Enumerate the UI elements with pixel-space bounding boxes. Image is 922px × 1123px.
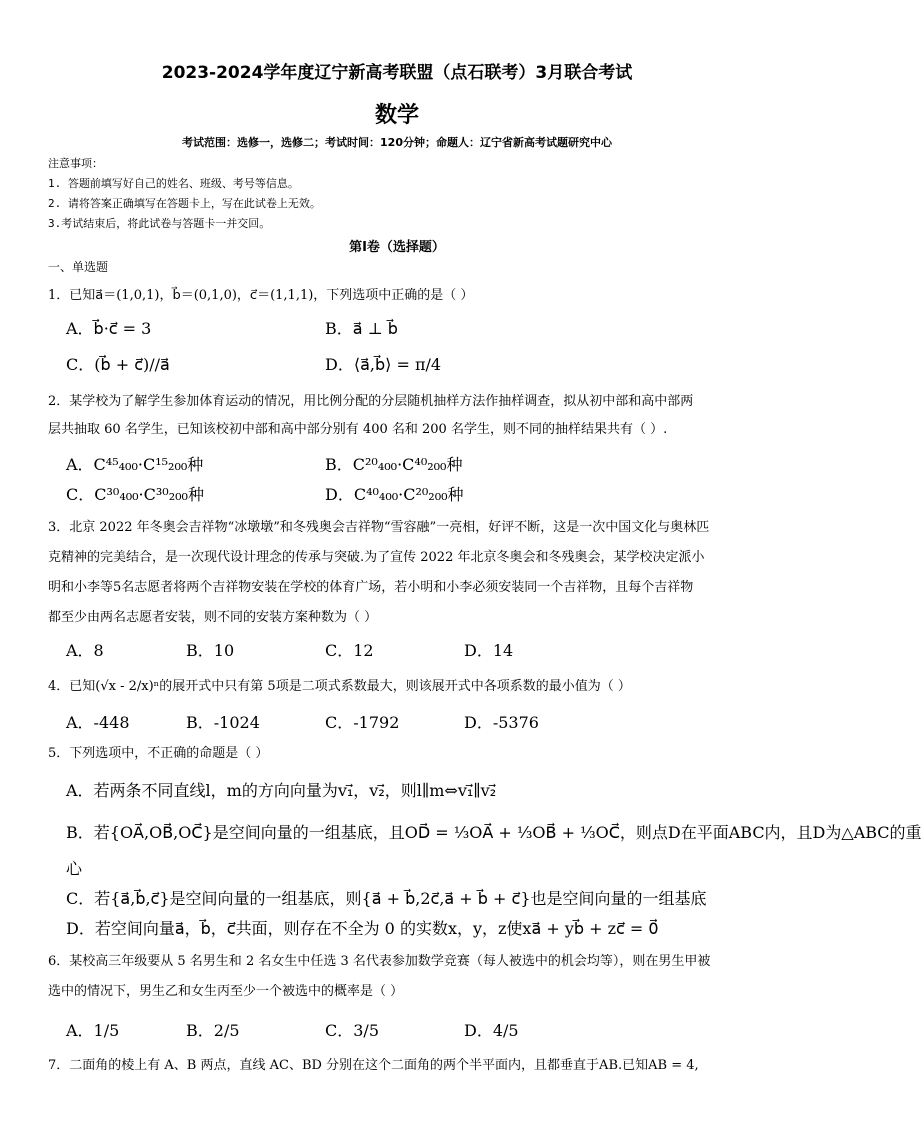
question-2-option-b: B．C²⁰₄₀₀·C⁴⁰₂₀₀种 (325, 455, 463, 474)
section-title: 第Ⅰ卷（选择题） (349, 240, 445, 255)
question-3-option-c: C．12 (325, 641, 374, 660)
question-4-option-c: C．-1792 (325, 713, 400, 732)
question-1-option-b: B．a⃗ ⊥ b⃗ (325, 319, 398, 338)
question-2-stem-line: 2．某学校为了解学生参加体育运动的情况，用比例分配的分层随机抽样方法作抽样调查，拟从初中部和高中部两 (48, 394, 694, 409)
question-2-option-c: C．C³⁰₄₀₀·C³⁰₂₀₀种 (66, 485, 204, 504)
question-1-option-d: D．⟨a⃗,b⃗⟩ = π/4 (325, 355, 442, 374)
question-2-option-d: D．C⁴⁰₄₀₀·C²⁰₂₀₀种 (325, 485, 464, 504)
exam-meta: 考试范围：选修一，选修二；考试时间：120分钟；命题人：辽宁省新高考试题研究中心 (182, 136, 612, 149)
notes-block (48, 154, 321, 234)
question-4-option-d: D．-5376 (464, 713, 539, 732)
subject-title: 数学 (374, 103, 419, 128)
exam-title: 2023-2024学年度辽宁新高考联盟（点石联考）3月联合考试 (161, 63, 633, 83)
question-3-stem-line: 3．北京 2022 年冬奥会吉祥物“冰墩墩”和冬残奥会吉祥物“雪容融”一亮相，好评不断，这是一次中国文化与奥林匹 (48, 520, 710, 535)
question-7-stem: 7．二面角的棱上有 A、B 两点，直线 AC、BD 分别在这个二面角的两个半平面内，且都垂直于AB.已知AB = 4, (48, 1058, 699, 1073)
question-1-stem: 1．已知a⃗＝(1,0,1)，b⃗＝(0,1,0)，c⃗＝(1,1,1)，下列选项中正确的是（ ） (48, 288, 474, 303)
note-item: 2. 请将答案正确填写在答题卡上，写在此试卷上无效。 (48, 197, 321, 210)
question-2-option-a: A．C⁴⁵₄₀₀·C¹⁵₂₀₀种 (66, 455, 204, 474)
question-4-stem: 4．已知(√x - 2/x)ⁿ的展开式中只有第 5项是二项式系数最大，则该展开式中各项系数的最小值为（ ） (48, 679, 631, 694)
question-2-stem-line: 层共抽取 60 名学生，已知该校初中部和高中部分别有 400 名和 200 名学生，则不同的抽样结果共有（ ）. (48, 422, 668, 437)
question-5-option-b-cont: 心 (66, 859, 83, 878)
note-item: 1. 答题前填写好自己的姓名、班级、考号等信息。 (48, 177, 299, 190)
question-5-option-c: C．若{a⃗,b⃗,c⃗}是空间向量的一组基底，则{a⃗ + b⃗,2c⃗,a⃗ + b⃗ + c⃗}也是空间向量的一组基底 (66, 889, 707, 908)
question-3-stem-line: 克精神的完美结合，是一次现代设计理念的传承与突破.为了宣传 2022 年北京冬奥会和冬残奥会，某学校决定派小 (48, 550, 705, 565)
question-5-option-b: B．若{OA⃗,OB⃗,OC⃗}是空间向量的一组基底，且OD⃗ = ⅓OA⃗ + ⅓OB⃗ + ⅓OC⃗，则点D在平面ABC内，且D为△ABC的重 (66, 823, 922, 842)
note-item: 3.考试结束后，将此试卷与答题卡一并交回。 (48, 217, 271, 230)
part-title: 一、单选题 (48, 260, 109, 274)
question-6-stem-line: 6．某校高三年级要从 5 名男生和 2 名女生中任选 3 名代表参加数学竞赛（每人被选中的机会均等），则在男生甲被 (48, 954, 711, 969)
question-6-option-c: C．3/5 (325, 1021, 379, 1040)
question-4-option-a: A．-448 (66, 713, 130, 732)
question-1-option-c: C．(b⃗ + c⃗)//a⃗ (66, 355, 170, 374)
question-3-option-d: D．14 (464, 641, 514, 660)
question-1-option-a: A．b⃗·c⃗ = 3 (66, 319, 152, 338)
question-5-option-a: A．若两条不同直线l，m的方向向量为v₁⃗，v₂⃗，则l∥m⇔v₁⃗∥v₂⃗ (66, 781, 497, 800)
question-5-stem: 5．下列选项中，不正确的命题是（ ） (48, 746, 269, 761)
question-6-option-a: A．1/5 (66, 1021, 120, 1040)
question-3-option-b: B．10 (186, 641, 235, 660)
question-5-option-d: D．若空间向量a⃗，b⃗，c⃗共面，则存在不全为 0 的实数x，y，z使xa⃗ + yb⃗ + zc⃗ = 0⃗ (66, 919, 659, 938)
notes-heading: 注意事项： (48, 157, 103, 170)
question-4-option-b: B．-1024 (186, 713, 260, 732)
question-3-stem-line: 都至少由两名志愿者安装，则不同的安装方案种数为（ ） (48, 610, 378, 625)
question-3-option-a: A．8 (66, 641, 104, 660)
question-6-option-d: D．4/5 (464, 1021, 519, 1040)
question-3-stem-line: 明和小李等5名志愿者将两个吉祥物安装在学校的体育广场，若小明和小李必须安装同一个吉祥物，且每个吉祥物 (48, 580, 694, 595)
question-6-option-b: B．2/5 (186, 1021, 240, 1040)
question-6-stem-line: 选中的情况下，男生乙和女生丙至少一个被选中的概率是（ ） (48, 984, 404, 999)
